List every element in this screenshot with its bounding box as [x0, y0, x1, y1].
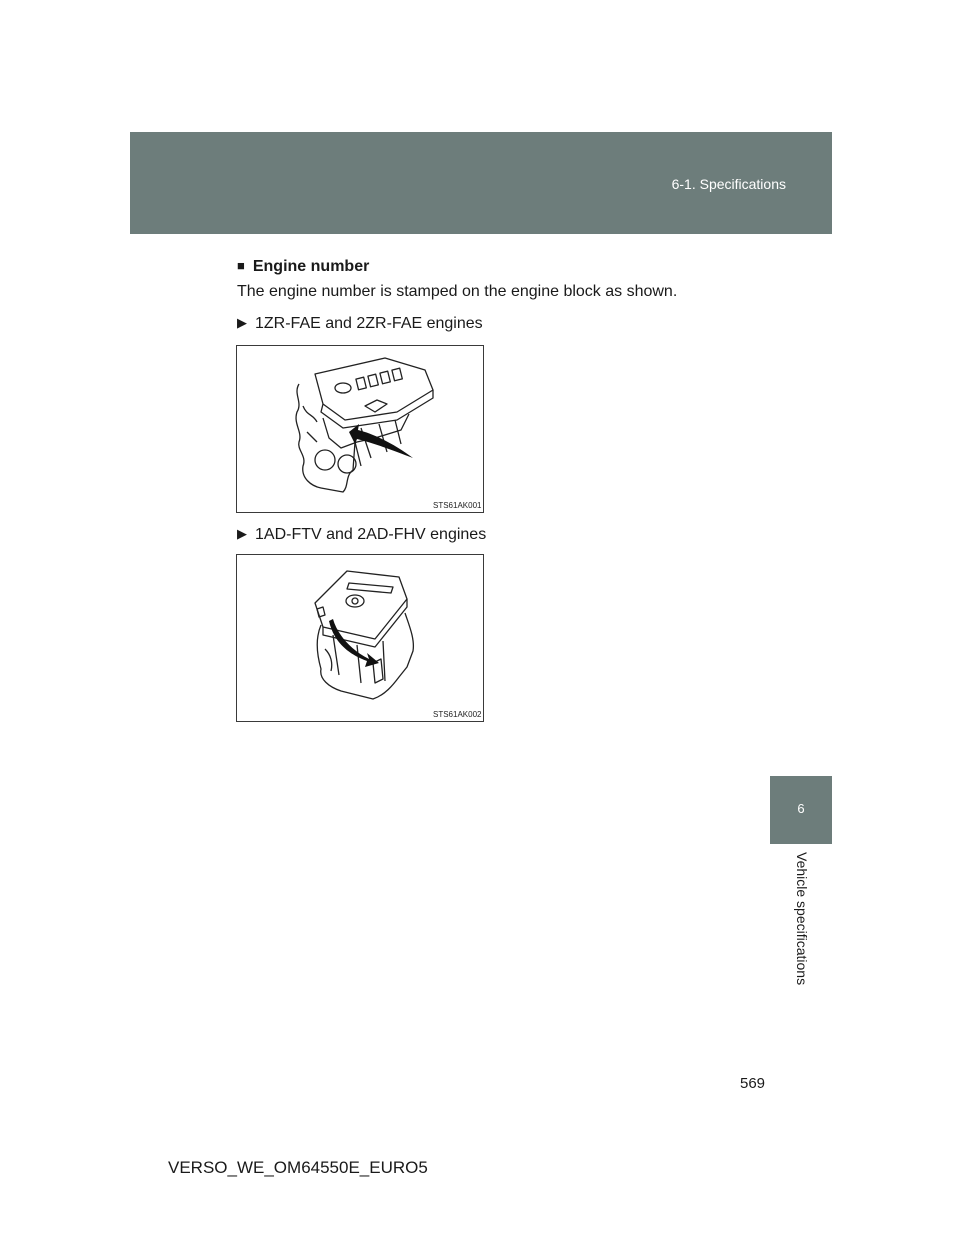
figure-code: STS61AK002: [433, 710, 482, 719]
page-number: 569: [740, 1075, 766, 1092]
engine-item-label: 1AD-FTV and 2AD-FHV engines: [255, 526, 487, 543]
document-code: VERSO_WE_OM64550E_EURO5: [168, 1158, 428, 1177]
section-title: 6-1. Specifications: [671, 176, 786, 192]
section-heading: [237, 258, 369, 276]
engine-item-1: [237, 315, 483, 333]
square-bullet-icon: ■: [237, 258, 245, 273]
engine-illustration-2: [236, 554, 484, 722]
engine-illustration-1: [236, 345, 484, 513]
figure-code: STS61AK001: [433, 501, 482, 510]
engine-item-2: [237, 526, 486, 544]
chapter-label: Vehicle specifications: [794, 852, 810, 986]
body-paragraph: The engine number is stamped on the engine block as shown.: [237, 283, 678, 300]
engine-drawing-icon: [237, 346, 483, 512]
engine-drawing-icon: [237, 555, 483, 721]
heading-text: Engine number: [252, 258, 370, 275]
chapter-number: 6: [797, 801, 805, 816]
chapter-tab: [770, 776, 832, 844]
engine-item-label: 1ZR-FAE and 2ZR-FAE engines: [255, 315, 483, 332]
triangle-right-icon: ▶: [237, 315, 247, 330]
header-band: [130, 132, 832, 234]
triangle-right-icon: ▶: [237, 526, 247, 541]
